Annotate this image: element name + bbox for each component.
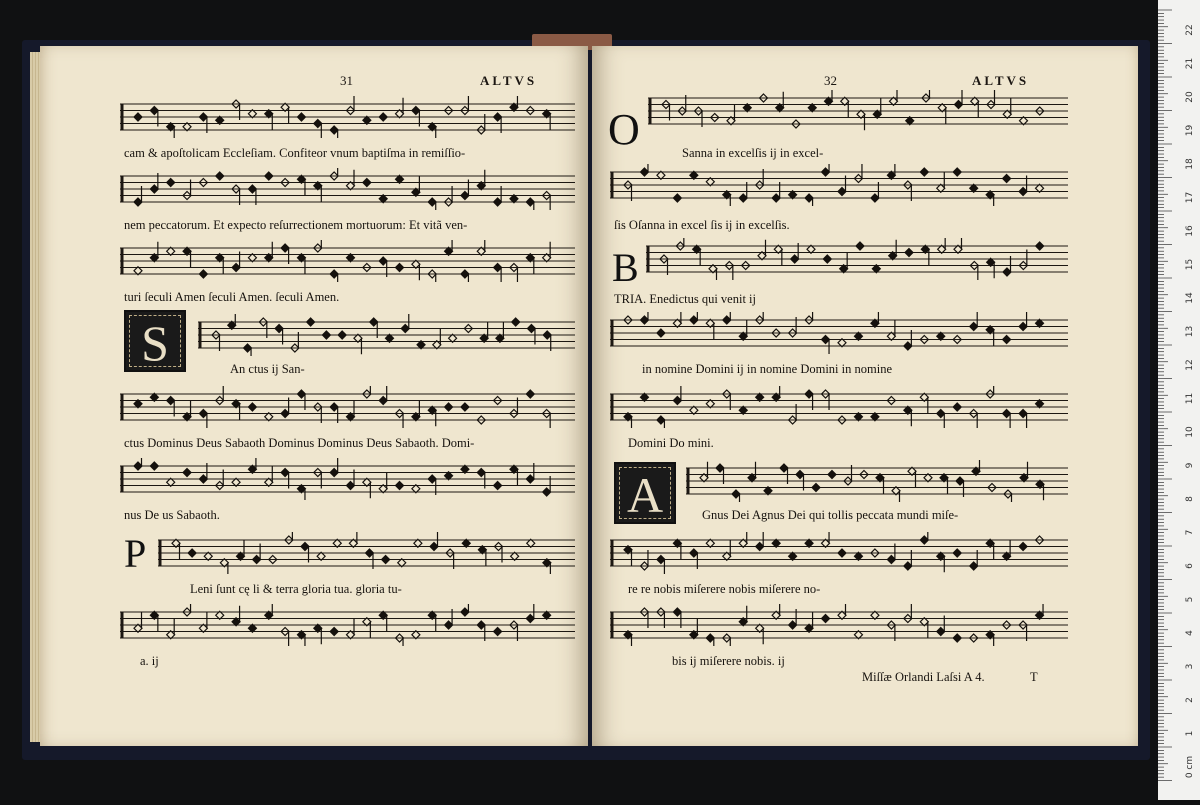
note-glyph xyxy=(494,628,502,636)
lyric-line: Leni ſunt cę li & terra gloria tua. gloria tu- xyxy=(190,582,402,596)
note-glyph xyxy=(953,403,961,411)
note-glyph xyxy=(812,484,820,492)
left-page xyxy=(40,46,588,746)
music-staff xyxy=(120,240,575,282)
note-glyph xyxy=(134,462,142,470)
note-glyph xyxy=(673,397,681,405)
note-glyph xyxy=(216,172,224,180)
note-glyph xyxy=(526,390,534,398)
note-glyph xyxy=(396,482,404,490)
note-glyph xyxy=(920,168,928,176)
lyric-line: Gnus Dei Agnus Dei qui tollis peccata mundi miſe- xyxy=(702,508,959,522)
note-glyph xyxy=(330,628,338,636)
note-glyph xyxy=(494,198,502,206)
note-glyph xyxy=(494,113,502,121)
lyric-line: TRIA. Enedictus qui venit ij xyxy=(614,292,756,306)
note-glyph xyxy=(199,475,207,483)
note-glyph xyxy=(953,549,961,557)
music-staff xyxy=(120,604,575,646)
note-glyph xyxy=(772,194,780,202)
note-glyph xyxy=(716,464,724,472)
lyric-line: Domini Do mini. xyxy=(628,436,714,450)
note-glyph xyxy=(706,634,714,642)
note-glyph xyxy=(823,255,831,263)
note-glyph xyxy=(379,113,387,121)
note-glyph xyxy=(739,194,747,202)
lyric-line: re re nobis miſerere nobis miſerere no- xyxy=(628,582,821,596)
note-glyph xyxy=(382,556,390,564)
note-glyph xyxy=(338,331,346,339)
note-glyph xyxy=(1019,188,1027,196)
music-staff xyxy=(648,90,1068,132)
lyric-line: ctus Dominus Deus Sabaoth Dominus Dominus Deus Sabaoth. Domi- xyxy=(124,436,475,450)
note-glyph xyxy=(281,410,289,418)
music-staff xyxy=(120,386,575,428)
note-glyph xyxy=(199,270,207,278)
note-glyph xyxy=(150,462,158,470)
note-glyph xyxy=(322,331,330,339)
note-glyph xyxy=(657,329,665,337)
ruler-label: 16 xyxy=(1185,225,1195,237)
note-glyph xyxy=(805,390,813,398)
note-glyph xyxy=(970,323,978,331)
ruler-label: 18 xyxy=(1185,158,1195,170)
note-glyph xyxy=(461,608,469,616)
ruler-label: 3 xyxy=(1185,663,1195,670)
ruler-label: 0 cm xyxy=(1185,755,1195,779)
note-glyph xyxy=(732,490,740,498)
note-glyph xyxy=(281,244,289,252)
lyric-line: An ctus ij San- xyxy=(230,362,305,376)
note-glyph xyxy=(822,168,830,176)
note-glyph xyxy=(366,549,374,557)
note-glyph xyxy=(887,556,895,564)
lyric-line: turi ſeculi Amen ſeculi Amen. ſeculi Amen. xyxy=(124,290,340,304)
signature-mark: Miſſæ Orlandi Laſsi A 4. xyxy=(862,670,985,684)
lyric-line: cam & apoſtolicam Eccleſiam. Confiteor vnum baptiſma in remiſſio- xyxy=(124,146,466,160)
ruler-label: 9 xyxy=(1185,462,1195,469)
note-glyph xyxy=(379,257,387,265)
ruler-label: 13 xyxy=(1185,325,1195,338)
note-glyph xyxy=(297,113,305,121)
music-staff xyxy=(610,312,1068,354)
ruler-label: 4 xyxy=(1185,630,1195,636)
music-staff xyxy=(120,458,575,500)
note-glyph xyxy=(494,264,502,272)
note-glyph xyxy=(1003,336,1011,344)
note-glyph xyxy=(673,194,681,202)
note-glyph xyxy=(955,101,963,109)
note-glyph xyxy=(791,255,799,263)
note-glyph xyxy=(828,471,836,479)
right-page xyxy=(592,46,1138,746)
ruler-label: 2 xyxy=(1185,697,1195,703)
note-glyph xyxy=(657,556,665,564)
initial-letter: B xyxy=(612,245,639,290)
note-glyph xyxy=(150,107,158,115)
note-glyph xyxy=(275,325,283,333)
note-glyph xyxy=(838,188,846,196)
note-glyph xyxy=(494,482,502,490)
note-glyph xyxy=(248,185,256,193)
lyric-line: Sanna in excelſis ij in excel- xyxy=(682,146,824,160)
note-glyph xyxy=(412,107,420,115)
note-glyph xyxy=(690,549,698,557)
note-glyph xyxy=(363,179,371,187)
note-glyph xyxy=(937,628,945,636)
music-staff xyxy=(120,96,575,138)
note-glyph xyxy=(956,477,964,485)
note-glyph xyxy=(167,179,175,187)
note-glyph xyxy=(330,126,338,134)
note-glyph xyxy=(379,397,387,405)
initial-letter: O xyxy=(608,105,640,154)
note-glyph xyxy=(314,120,322,128)
note-glyph xyxy=(330,270,338,278)
note-glyph xyxy=(265,172,273,180)
note-glyph xyxy=(526,198,534,206)
music-staff xyxy=(120,168,575,210)
note-glyph xyxy=(789,621,797,629)
note-glyph xyxy=(428,475,436,483)
ruler-label: 1 xyxy=(1185,730,1195,737)
ruler-label: 6 xyxy=(1185,563,1195,569)
note-glyph xyxy=(330,403,338,411)
note-glyph xyxy=(307,318,315,326)
note-glyph xyxy=(445,403,453,411)
note-glyph xyxy=(527,325,535,333)
note-glyph xyxy=(1003,175,1011,183)
note-glyph xyxy=(1019,323,1027,331)
note-glyph xyxy=(477,621,485,629)
note-glyph xyxy=(401,325,409,333)
note-glyph xyxy=(188,549,196,557)
note-glyph xyxy=(150,185,158,193)
note-glyph xyxy=(330,469,338,477)
ruler-ticks xyxy=(1158,0,1200,800)
ruler-label: 17 xyxy=(1185,191,1195,204)
ruler-label: 10 xyxy=(1185,426,1195,438)
note-glyph xyxy=(477,469,485,477)
music-staff xyxy=(686,460,1068,502)
music-staff xyxy=(610,164,1068,206)
ruler-label: 14 xyxy=(1185,292,1195,304)
right-page-number: 32 xyxy=(824,73,837,88)
note-glyph xyxy=(199,113,207,121)
note-glyph xyxy=(905,249,913,257)
music-staff xyxy=(610,532,1068,574)
note-glyph xyxy=(780,464,788,472)
note-glyph xyxy=(183,469,191,477)
note-glyph xyxy=(838,549,846,557)
note-glyph xyxy=(673,608,681,616)
note-glyph xyxy=(543,488,551,496)
ruler-label: 5 xyxy=(1185,596,1195,603)
note-glyph xyxy=(134,198,142,206)
note-glyph xyxy=(297,390,305,398)
left-running-title: ALTVS xyxy=(480,73,538,88)
note-glyph xyxy=(461,403,469,411)
ornamental-initial: A xyxy=(614,462,676,524)
note-glyph xyxy=(1003,410,1011,418)
ruler-label: 21 xyxy=(1185,57,1195,70)
note-glyph xyxy=(347,482,355,490)
left-page-number: 31 xyxy=(340,73,353,88)
catchword: T xyxy=(1030,670,1038,684)
note-glyph xyxy=(167,397,175,405)
note-glyph xyxy=(199,410,207,418)
note-glyph xyxy=(445,621,453,629)
note-glyph xyxy=(543,331,551,339)
note-glyph xyxy=(370,318,378,326)
lyric-line: nem peccatorum. Et expecto reſurrectionem mortuorum: Et vitã ven- xyxy=(124,218,468,232)
note-glyph xyxy=(904,562,912,570)
note-glyph xyxy=(1003,268,1011,276)
ruler-label: 20 xyxy=(1185,91,1195,103)
lyric-line: nus De us Sabaoth. xyxy=(124,508,220,522)
note-glyph xyxy=(512,318,520,326)
note-glyph xyxy=(953,634,961,642)
lyric-line: bis ij miſerere nobis. ij xyxy=(672,654,785,668)
note-glyph xyxy=(1036,242,1044,250)
ruler-label: 22 xyxy=(1185,24,1195,36)
music-staff xyxy=(610,604,1068,646)
note-glyph xyxy=(430,543,438,551)
ruler-label: 8 xyxy=(1185,496,1195,502)
ornamental-initial: S xyxy=(124,310,186,372)
note-glyph xyxy=(461,270,469,278)
note-glyph xyxy=(822,336,830,344)
initial-letter: P xyxy=(124,531,147,576)
ruler-label: 7 xyxy=(1185,529,1195,536)
note-glyph xyxy=(428,198,436,206)
note-glyph xyxy=(937,410,945,418)
note-glyph xyxy=(1019,410,1027,418)
note-glyph xyxy=(970,562,978,570)
note-glyph xyxy=(690,316,698,324)
note-glyph xyxy=(301,543,309,551)
note-glyph xyxy=(396,264,404,272)
note-glyph xyxy=(856,242,864,250)
ruler-label: 15 xyxy=(1185,258,1195,271)
music-staff xyxy=(646,238,1068,280)
note-glyph xyxy=(244,344,252,352)
note-glyph xyxy=(796,471,804,479)
music-staff xyxy=(610,386,1068,428)
note-glyph xyxy=(253,556,261,564)
note-glyph xyxy=(134,113,142,121)
note-glyph xyxy=(232,264,240,272)
note-glyph xyxy=(805,194,813,202)
note-glyph xyxy=(657,416,665,424)
note-glyph xyxy=(461,192,469,200)
lyric-line: ſis Oſanna in excel ſis ij in excelſis. xyxy=(614,218,790,232)
note-glyph xyxy=(822,615,830,623)
right-running-title: ALTVS xyxy=(972,73,1030,88)
note-glyph xyxy=(871,194,879,202)
note-glyph xyxy=(1019,543,1027,551)
note-glyph xyxy=(904,342,912,350)
note-glyph xyxy=(526,475,534,483)
music-staff xyxy=(158,532,575,574)
note-glyph xyxy=(920,536,928,544)
note-glyph xyxy=(640,168,648,176)
lyric-line: a. ij xyxy=(140,654,159,668)
note-glyph xyxy=(640,316,648,324)
note-glyph xyxy=(248,403,256,411)
note-glyph xyxy=(723,316,731,324)
music-staff xyxy=(198,314,575,356)
note-glyph xyxy=(281,469,289,477)
note-glyph xyxy=(756,543,764,551)
lyric-line: in nomine Domini ij in nomine Domini in nomine xyxy=(642,362,892,376)
ruler-label: 11 xyxy=(1185,392,1195,405)
note-glyph xyxy=(953,168,961,176)
measuring-ruler xyxy=(1158,0,1200,800)
ruler-label: 12 xyxy=(1185,359,1195,371)
ruler-label: 19 xyxy=(1185,124,1195,137)
note-glyph xyxy=(526,615,534,623)
